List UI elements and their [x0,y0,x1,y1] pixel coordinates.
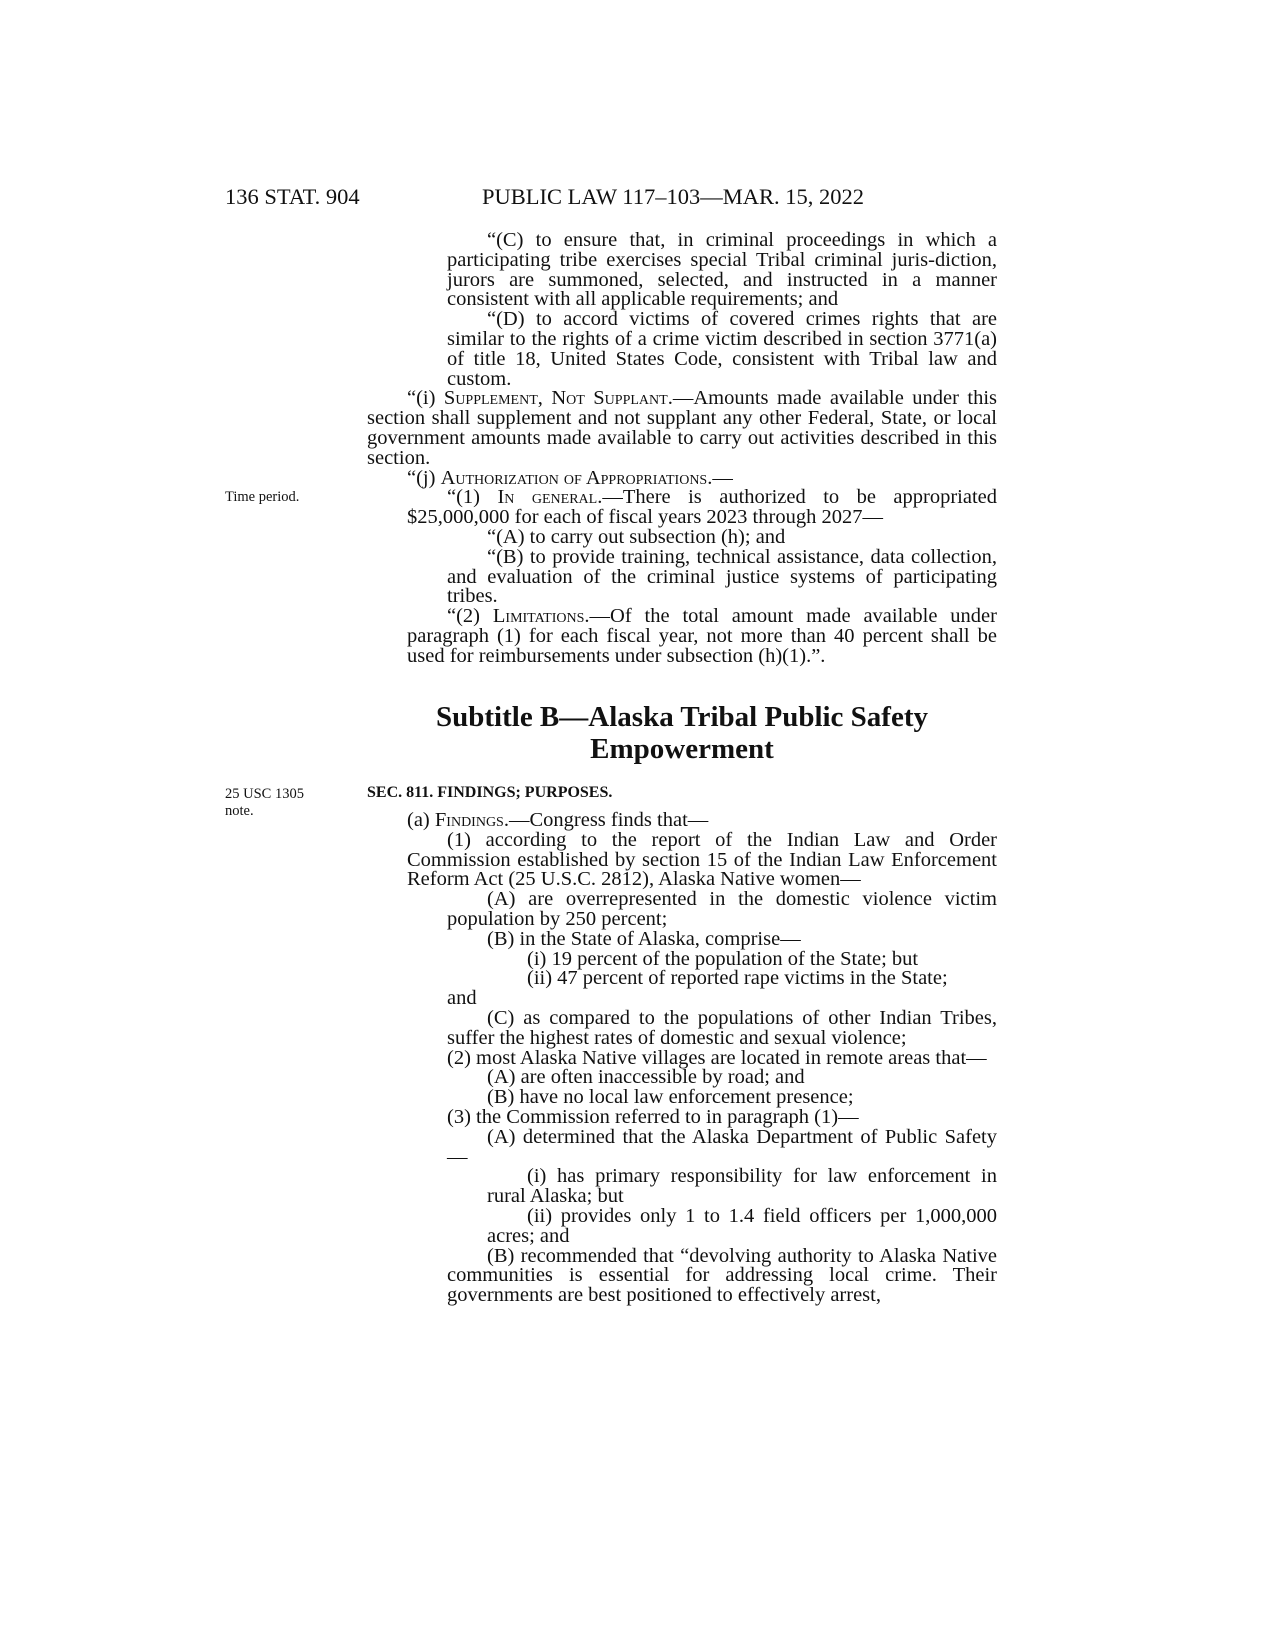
subsection-j-heading: Authorization of Appropriations [440,466,708,489]
paragraph-j2 [367,607,997,666]
subsection-a-body: .—Congress finds that— [503,809,709,831]
subsection-a-heading: Findings [434,809,504,831]
margin-note-usc-line2: note. [225,803,254,819]
finding-1: (1) according to the report of the Indian Law and Order Commission established by section 15 of the Indian Law Enforcement Reform Act (25 U.S.C. 2812), Alaska Native women— [407,828,997,891]
margin-note-usc-line1: 25 USC 1305 [225,786,304,802]
section-811-body [367,811,997,1306]
section-continuation [367,231,997,667]
finding-3: (3) the Commission referred to in paragraph (1)— [447,1105,859,1128]
finding-1c: (C) as compared to the populations of other Indian Tribes, suffer the highest rates of domestic and sexual violence; [447,1006,997,1049]
finding-2: (2) most Alaska Native villages are located in remote areas that— [447,1046,987,1069]
subparagraph-j1a: “(A) to carry out subsection (h); and [487,525,786,548]
section-heading: SEC. 811. FINDINGS; PURPOSES. [367,784,613,801]
subtitle-line2: Empowerment [590,733,774,765]
margin-note-usc-citation [225,786,304,820]
finding-3b: (B) recommended that “devolving authority to Alaska Native communities is essential for addressing local crime. Their governments are best positioned to effectively arrest, [447,1244,997,1307]
finding-1a: (A) are overrepresented in the domestic violence victim population by 250 percent; [447,888,997,930]
clause-d: “(D) to accord victims of covered crimes rights that are similar to the rights of a crime victim described in section 3771(a) of title 18, United States Code, consistent with Tribal law and custom. [447,308,997,390]
subsection-a [367,811,997,831]
subsection-a-open: (a) [407,809,435,831]
finding-3a: (A) determined that the Alaska Department of Public Safety— [447,1125,997,1168]
finding-1b-ii: (ii) 47 percent of reported rape victims in the State; [527,967,948,990]
paragraph-j1-open: “(1) [447,486,498,509]
subsection-i-body: .—Amounts made available under this section shall supplement and not supplant any other Federal, State, or local government amounts made available to carry out activities described in this section. [367,387,998,469]
subparagraph-j1b: “(B) to provide training, technical assistance, data collection, and evaluation of the criminal justice systems of participating tribes. [447,545,997,608]
finding-2a: (A) are often inaccessible by road; and [487,1066,805,1089]
subtitle-heading [367,701,997,765]
subsection-i-heading: Supplement, Not Supplant [443,387,668,410]
paragraph-j2-heading: Limitations [492,605,585,628]
paragraph-j1 [367,488,997,528]
subsection-j-open: “(j) [407,466,441,489]
margin-note-time-period: Time period. [225,489,300,505]
paragraph-j1-body: .—There is authorized to be appropriated $25,000,000 for each of fiscal years 2023 through 2027— [407,486,997,529]
finding-1b-and: and [447,987,477,1010]
running-head: PUBLIC LAW 117–103—MAR. 15, 2022 [482,184,864,209]
finding-1b: (B) in the State of Alaska, comprise— [487,927,801,950]
subsection-j-tail: .— [707,466,733,489]
clause-c: “(C) to ensure that, in criminal proceedings in which a participating tribe exercises special Tribal criminal juris-diction, jurors are summoned, selected, and instructed in a manner consistent with all applicable requirements; and [447,229,997,311]
finding-2b: (B) have no local law enforcement presence; [487,1086,854,1109]
subtitle-line1: Subtitle B—Alaska Tribal Public Safety [436,701,928,733]
page-stat-number: 136 STAT. 904 [225,184,360,209]
finding-3a-i: (i) has primary responsibility for law enforcement in rural Alaska; but [487,1165,997,1208]
paragraph-j2-body: .—Of the total amount made available under paragraph (1) for each fiscal year, not more than 40 percent shall be used for reimbursements under subsection (h)(1).”. [407,605,997,667]
paragraph-j1-heading: In general [497,486,598,509]
finding-3a-ii: (ii) provides only 1 to 1.4 field officers per 1,000,000 acres; and [487,1204,997,1247]
subsection-i [367,389,997,468]
paragraph-j2-open: “(2) [447,605,493,628]
finding-1b-i: (i) 19 percent of the population of the State; but [527,947,919,970]
subsection-i-open: “(i) [407,387,444,410]
